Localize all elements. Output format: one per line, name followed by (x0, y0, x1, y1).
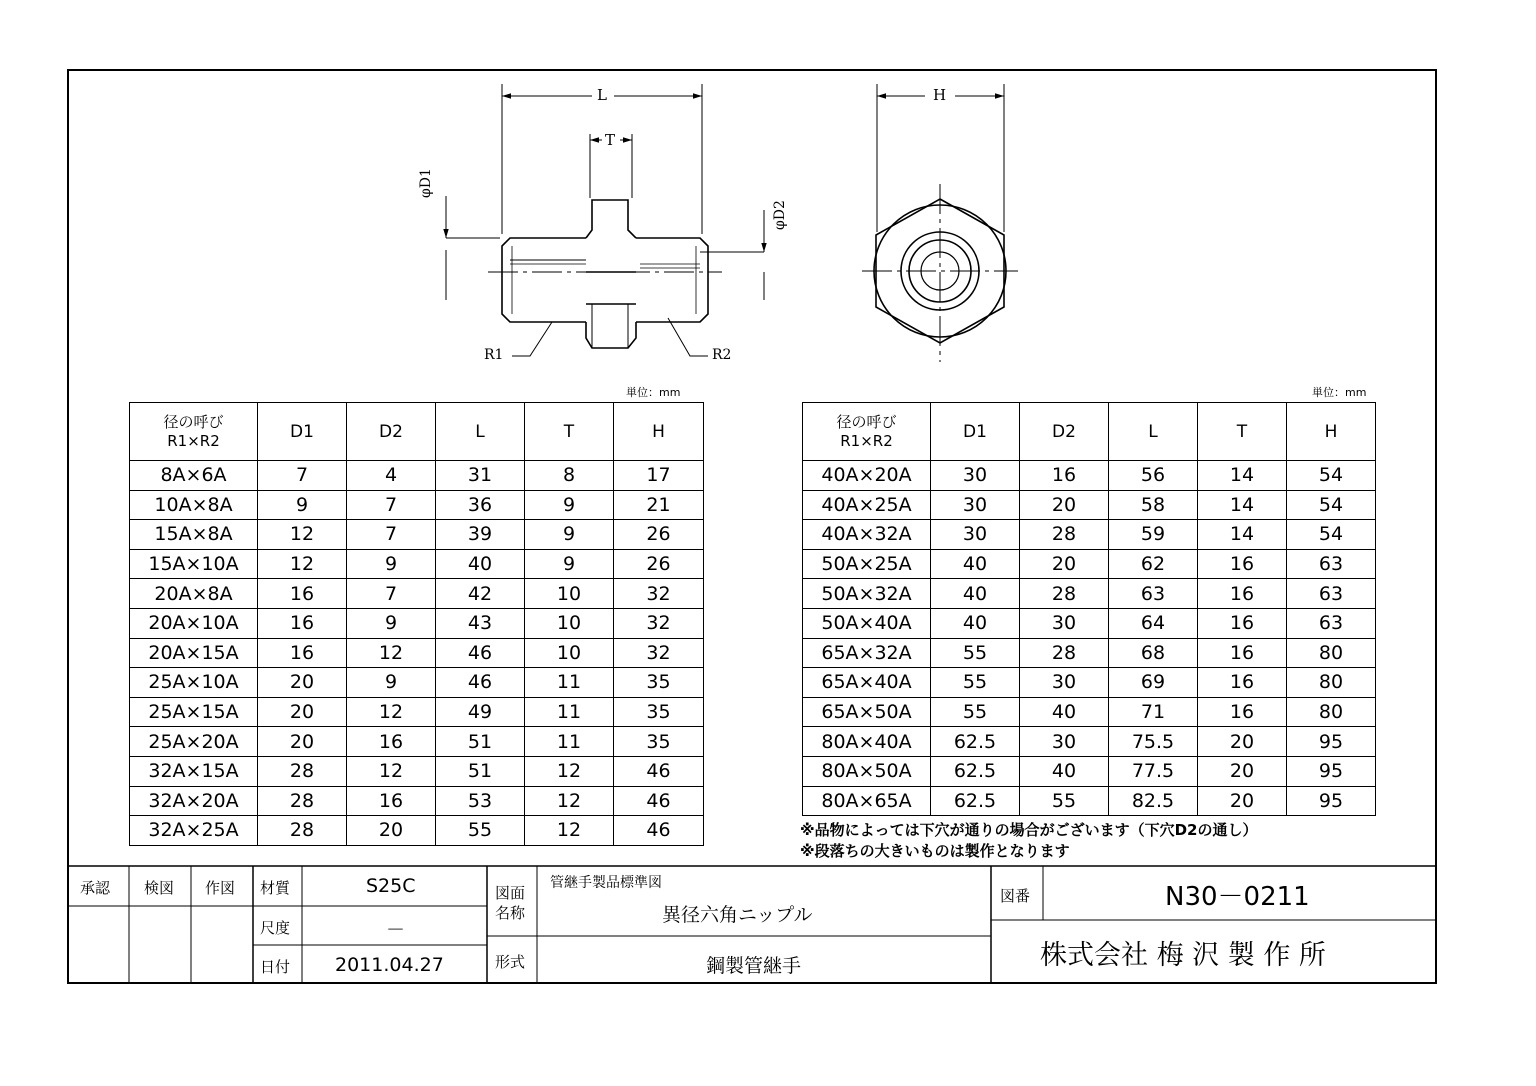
value-cell: 16 (347, 727, 436, 757)
value-cell: 17 (614, 461, 704, 491)
value-cell: 7 (258, 461, 347, 491)
nominal-size-cell: 65A×50A (803, 697, 931, 727)
nominal-size-cell: 80A×40A (803, 727, 931, 757)
table-row (130, 756, 704, 786)
value-cell: 7 (347, 520, 436, 550)
nominal-size-cell: 10A×8A (130, 490, 258, 520)
value-cell: 63 (1287, 549, 1376, 579)
label-R1: R1 (484, 347, 504, 363)
value-cell: 30 (931, 461, 1020, 491)
value-cell: 16 (258, 579, 347, 609)
nominal-size-cell: 50A×32A (803, 579, 931, 609)
value-cell: 9 (525, 520, 614, 550)
value-cell: 14 (1198, 490, 1287, 520)
value-cell: 51 (436, 727, 525, 757)
value-cell: 39 (436, 520, 525, 550)
value-cell: 16 (258, 638, 347, 668)
value-cell: 56 (1109, 461, 1198, 491)
value-cell: 62.5 (931, 786, 1020, 816)
value-cell: 9 (347, 668, 436, 698)
nominal-size-cell: 32A×15A (130, 756, 258, 786)
value-cell: 55 (931, 697, 1020, 727)
value-cell: 35 (614, 697, 704, 727)
value-cell: 30 (1020, 668, 1109, 698)
scale-label: 尺度 (260, 919, 291, 937)
value-cell: 12 (258, 520, 347, 550)
nominal-size-cell: 50A×40A (803, 608, 931, 638)
value-cell: 80 (1287, 638, 1376, 668)
value-cell: 20 (1020, 549, 1109, 579)
table-row (803, 490, 1376, 520)
nominal-size-cell: 8A×6A (130, 461, 258, 491)
value-cell: 80 (1287, 668, 1376, 698)
nominal-size-cell: 25A×20A (130, 727, 258, 757)
nominal-size-cell: 15A×10A (130, 549, 258, 579)
value-cell: 40 (1020, 756, 1109, 786)
value-cell: 14 (1198, 520, 1287, 550)
value-cell: 46 (614, 816, 704, 846)
header-D2: D2 (347, 403, 436, 461)
scale-value: － (386, 919, 406, 941)
nominal-size-cell: 15A×8A (130, 520, 258, 550)
value-cell: 62.5 (931, 727, 1020, 757)
table-row (130, 638, 704, 668)
value-cell: 54 (1287, 490, 1376, 520)
value-cell: 55 (436, 816, 525, 846)
value-cell: 95 (1287, 727, 1376, 757)
label-T: T (605, 131, 616, 149)
table-row (803, 608, 1376, 638)
side-view (502, 200, 708, 348)
value-cell: 10 (525, 579, 614, 609)
value-cell: 71 (1109, 697, 1198, 727)
value-cell: 54 (1287, 520, 1376, 550)
table-row (803, 727, 1376, 757)
value-cell: 30 (1020, 727, 1109, 757)
value-cell: 11 (525, 727, 614, 757)
drawing-name-label-2: 名称 (495, 904, 526, 922)
unit-label-right: 単位：mm (1312, 386, 1367, 399)
value-cell: 16 (1198, 668, 1287, 698)
material-value: S25C (366, 875, 416, 897)
nominal-size-cell: 40A×25A (803, 490, 931, 520)
value-cell: 55 (931, 638, 1020, 668)
nominal-size-cell: 20A×15A (130, 638, 258, 668)
note-1: ※品物によっては下穴が通りの場合がございます（下穴D2の通し） (800, 821, 1258, 839)
value-cell: 16 (1198, 638, 1287, 668)
value-cell: 16 (1198, 608, 1287, 638)
value-cell: 11 (525, 697, 614, 727)
value-cell: 28 (1020, 520, 1109, 550)
value-cell: 20 (1198, 756, 1287, 786)
nominal-size-cell: 80A×65A (803, 786, 931, 816)
header-nominal: 径の呼び R1×R2 (803, 403, 931, 461)
label-L: L (597, 86, 607, 104)
value-cell: 36 (436, 490, 525, 520)
table-row (803, 579, 1376, 609)
header-H: H (614, 403, 704, 461)
header-L: L (436, 403, 525, 461)
value-cell: 20 (258, 697, 347, 727)
value-cell: 55 (1020, 786, 1109, 816)
table-row (130, 490, 704, 520)
value-cell: 20 (258, 727, 347, 757)
value-cell: 28 (258, 756, 347, 786)
value-cell: 16 (1198, 697, 1287, 727)
date-label: 日付 (260, 958, 291, 976)
value-cell: 28 (258, 816, 347, 846)
value-cell: 75.5 (1109, 727, 1198, 757)
table-row (130, 579, 704, 609)
header-nominal: 径の呼び R1×R2 (130, 403, 258, 461)
value-cell: 69 (1109, 668, 1198, 698)
dimension-table-right (802, 402, 1376, 816)
nominal-size-cell: 65A×40A (803, 668, 931, 698)
nominal-size-cell: 32A×20A (130, 786, 258, 816)
dimension-L (446, 84, 1004, 356)
value-cell: 62.5 (931, 756, 1020, 786)
value-cell: 46 (436, 668, 525, 698)
value-cell: 26 (614, 549, 704, 579)
value-cell: 40 (931, 549, 1020, 579)
table-row (130, 668, 704, 698)
value-cell: 53 (436, 786, 525, 816)
value-cell: 55 (931, 668, 1020, 698)
value-cell: 30 (1020, 608, 1109, 638)
drawing-number: N30－0211 (1165, 882, 1310, 912)
value-cell: 12 (525, 786, 614, 816)
table-row (130, 697, 704, 727)
value-cell: 63 (1109, 579, 1198, 609)
value-cell: 11 (525, 668, 614, 698)
value-cell: 20 (1198, 727, 1287, 757)
table-row (130, 549, 704, 579)
value-cell: 4 (347, 461, 436, 491)
value-cell: 21 (614, 490, 704, 520)
value-cell: 10 (525, 608, 614, 638)
value-cell: 14 (1198, 461, 1287, 491)
value-cell: 40 (931, 608, 1020, 638)
header-T: T (525, 403, 614, 461)
value-cell: 49 (436, 697, 525, 727)
table-row (130, 461, 704, 491)
value-cell: 43 (436, 608, 525, 638)
value-cell: 40 (436, 549, 525, 579)
value-cell: 46 (436, 638, 525, 668)
type-label: 形式 (495, 953, 526, 971)
value-cell: 30 (931, 520, 1020, 550)
nominal-size-cell: 40A×20A (803, 461, 931, 491)
nominal-size-cell: 50A×25A (803, 549, 931, 579)
drawing-name: 異径六角ニップル (662, 904, 813, 926)
header-D1: D1 (931, 403, 1020, 461)
label-D2: φD2 (772, 200, 788, 230)
value-cell: 28 (1020, 579, 1109, 609)
value-cell: 9 (347, 549, 436, 579)
label-R2: R2 (712, 347, 732, 363)
label-H: H (933, 86, 947, 104)
nominal-size-cell: 40A×32A (803, 520, 931, 550)
header-L: L (1109, 403, 1198, 461)
value-cell: 35 (614, 727, 704, 757)
value-cell: 9 (525, 549, 614, 579)
value-cell: 35 (614, 668, 704, 698)
value-cell: 64 (1109, 608, 1198, 638)
value-cell: 40 (931, 579, 1020, 609)
table-row (803, 668, 1376, 698)
table-header-row (803, 403, 1376, 461)
nominal-size-cell: 32A×25A (130, 816, 258, 846)
header-D2: D2 (1020, 403, 1109, 461)
value-cell: 16 (1198, 579, 1287, 609)
value-cell: 12 (347, 638, 436, 668)
unit-label-left: 単位：mm (626, 386, 681, 399)
value-cell: 16 (1020, 461, 1109, 491)
value-cell: 7 (347, 490, 436, 520)
table-row (130, 727, 704, 757)
value-cell: 10 (525, 638, 614, 668)
value-cell: 62 (1109, 549, 1198, 579)
value-cell: 9 (347, 608, 436, 638)
header-T: T (1198, 403, 1287, 461)
value-cell: 80 (1287, 697, 1376, 727)
value-cell: 20 (1198, 786, 1287, 816)
value-cell: 32 (614, 608, 704, 638)
value-cell: 95 (1287, 756, 1376, 786)
date-value: 2011.04.27 (335, 954, 444, 976)
type-value: 鋼製管継手 (706, 955, 802, 977)
value-cell: 40 (1020, 697, 1109, 727)
value-cell: 20 (1020, 490, 1109, 520)
material-label: 材質 (260, 879, 291, 897)
value-cell: 32 (614, 638, 704, 668)
notes (800, 820, 1257, 862)
value-cell: 8 (525, 461, 614, 491)
value-cell: 16 (258, 608, 347, 638)
value-cell: 12 (525, 756, 614, 786)
header-H: H (1287, 403, 1376, 461)
table-row (803, 549, 1376, 579)
value-cell: 54 (1287, 461, 1376, 491)
value-cell: 9 (258, 490, 347, 520)
table-row (130, 816, 704, 846)
label-D1: φD1 (418, 168, 434, 198)
table-row (803, 461, 1376, 491)
value-cell: 63 (1287, 579, 1376, 609)
value-cell: 28 (1020, 638, 1109, 668)
note-2: ※段落ちの大きいものは製作となります (800, 842, 1070, 860)
table-row (130, 520, 704, 550)
nominal-size-cell: 25A×10A (130, 668, 258, 698)
table-header-row (130, 403, 704, 461)
value-cell: 68 (1109, 638, 1198, 668)
drawn-label: 作図 (205, 879, 236, 897)
value-cell: 12 (258, 549, 347, 579)
value-cell: 82.5 (1109, 786, 1198, 816)
value-cell: 16 (347, 786, 436, 816)
value-cell: 12 (347, 697, 436, 727)
nominal-size-cell: 20A×10A (130, 608, 258, 638)
value-cell: 51 (436, 756, 525, 786)
value-cell: 59 (1109, 520, 1198, 550)
value-cell: 31 (436, 461, 525, 491)
value-cell: 7 (347, 579, 436, 609)
table-row (803, 638, 1376, 668)
value-cell: 28 (258, 786, 347, 816)
dimension-table-left (129, 402, 704, 846)
table-row (130, 786, 704, 816)
value-cell: 20 (347, 816, 436, 846)
nominal-size-cell: 20A×8A (130, 579, 258, 609)
drawing-number-label: 図番 (1000, 887, 1031, 905)
value-cell: 46 (614, 786, 704, 816)
value-cell: 42 (436, 579, 525, 609)
value-cell: 26 (614, 520, 704, 550)
value-cell: 32 (614, 579, 704, 609)
drawing-category: 管継手製品標準図 (550, 875, 662, 891)
value-cell: 46 (614, 756, 704, 786)
value-cell: 12 (525, 816, 614, 846)
value-cell: 9 (525, 490, 614, 520)
value-cell: 95 (1287, 786, 1376, 816)
table-row (803, 786, 1376, 816)
nominal-size-cell: 65A×32A (803, 638, 931, 668)
table-row (803, 756, 1376, 786)
value-cell: 30 (931, 490, 1020, 520)
table-row (803, 697, 1376, 727)
table-row (130, 608, 704, 638)
company-name: 株式会社 梅 沢 製 作 所 (1040, 940, 1326, 971)
check-label: 検図 (144, 879, 175, 897)
end-view-centerlines (862, 184, 1018, 362)
table-row (803, 520, 1376, 550)
header-D1: D1 (258, 403, 347, 461)
value-cell: 77.5 (1109, 756, 1198, 786)
nominal-size-cell: 25A×15A (130, 697, 258, 727)
drawing-name-label-1: 図面 (495, 884, 526, 902)
value-cell: 16 (1198, 549, 1287, 579)
value-cell: 58 (1109, 490, 1198, 520)
value-cell: 63 (1287, 608, 1376, 638)
approval-label: 承認 (80, 879, 111, 897)
nominal-size-cell: 80A×50A (803, 756, 931, 786)
value-cell: 20 (258, 668, 347, 698)
value-cell: 12 (347, 756, 436, 786)
